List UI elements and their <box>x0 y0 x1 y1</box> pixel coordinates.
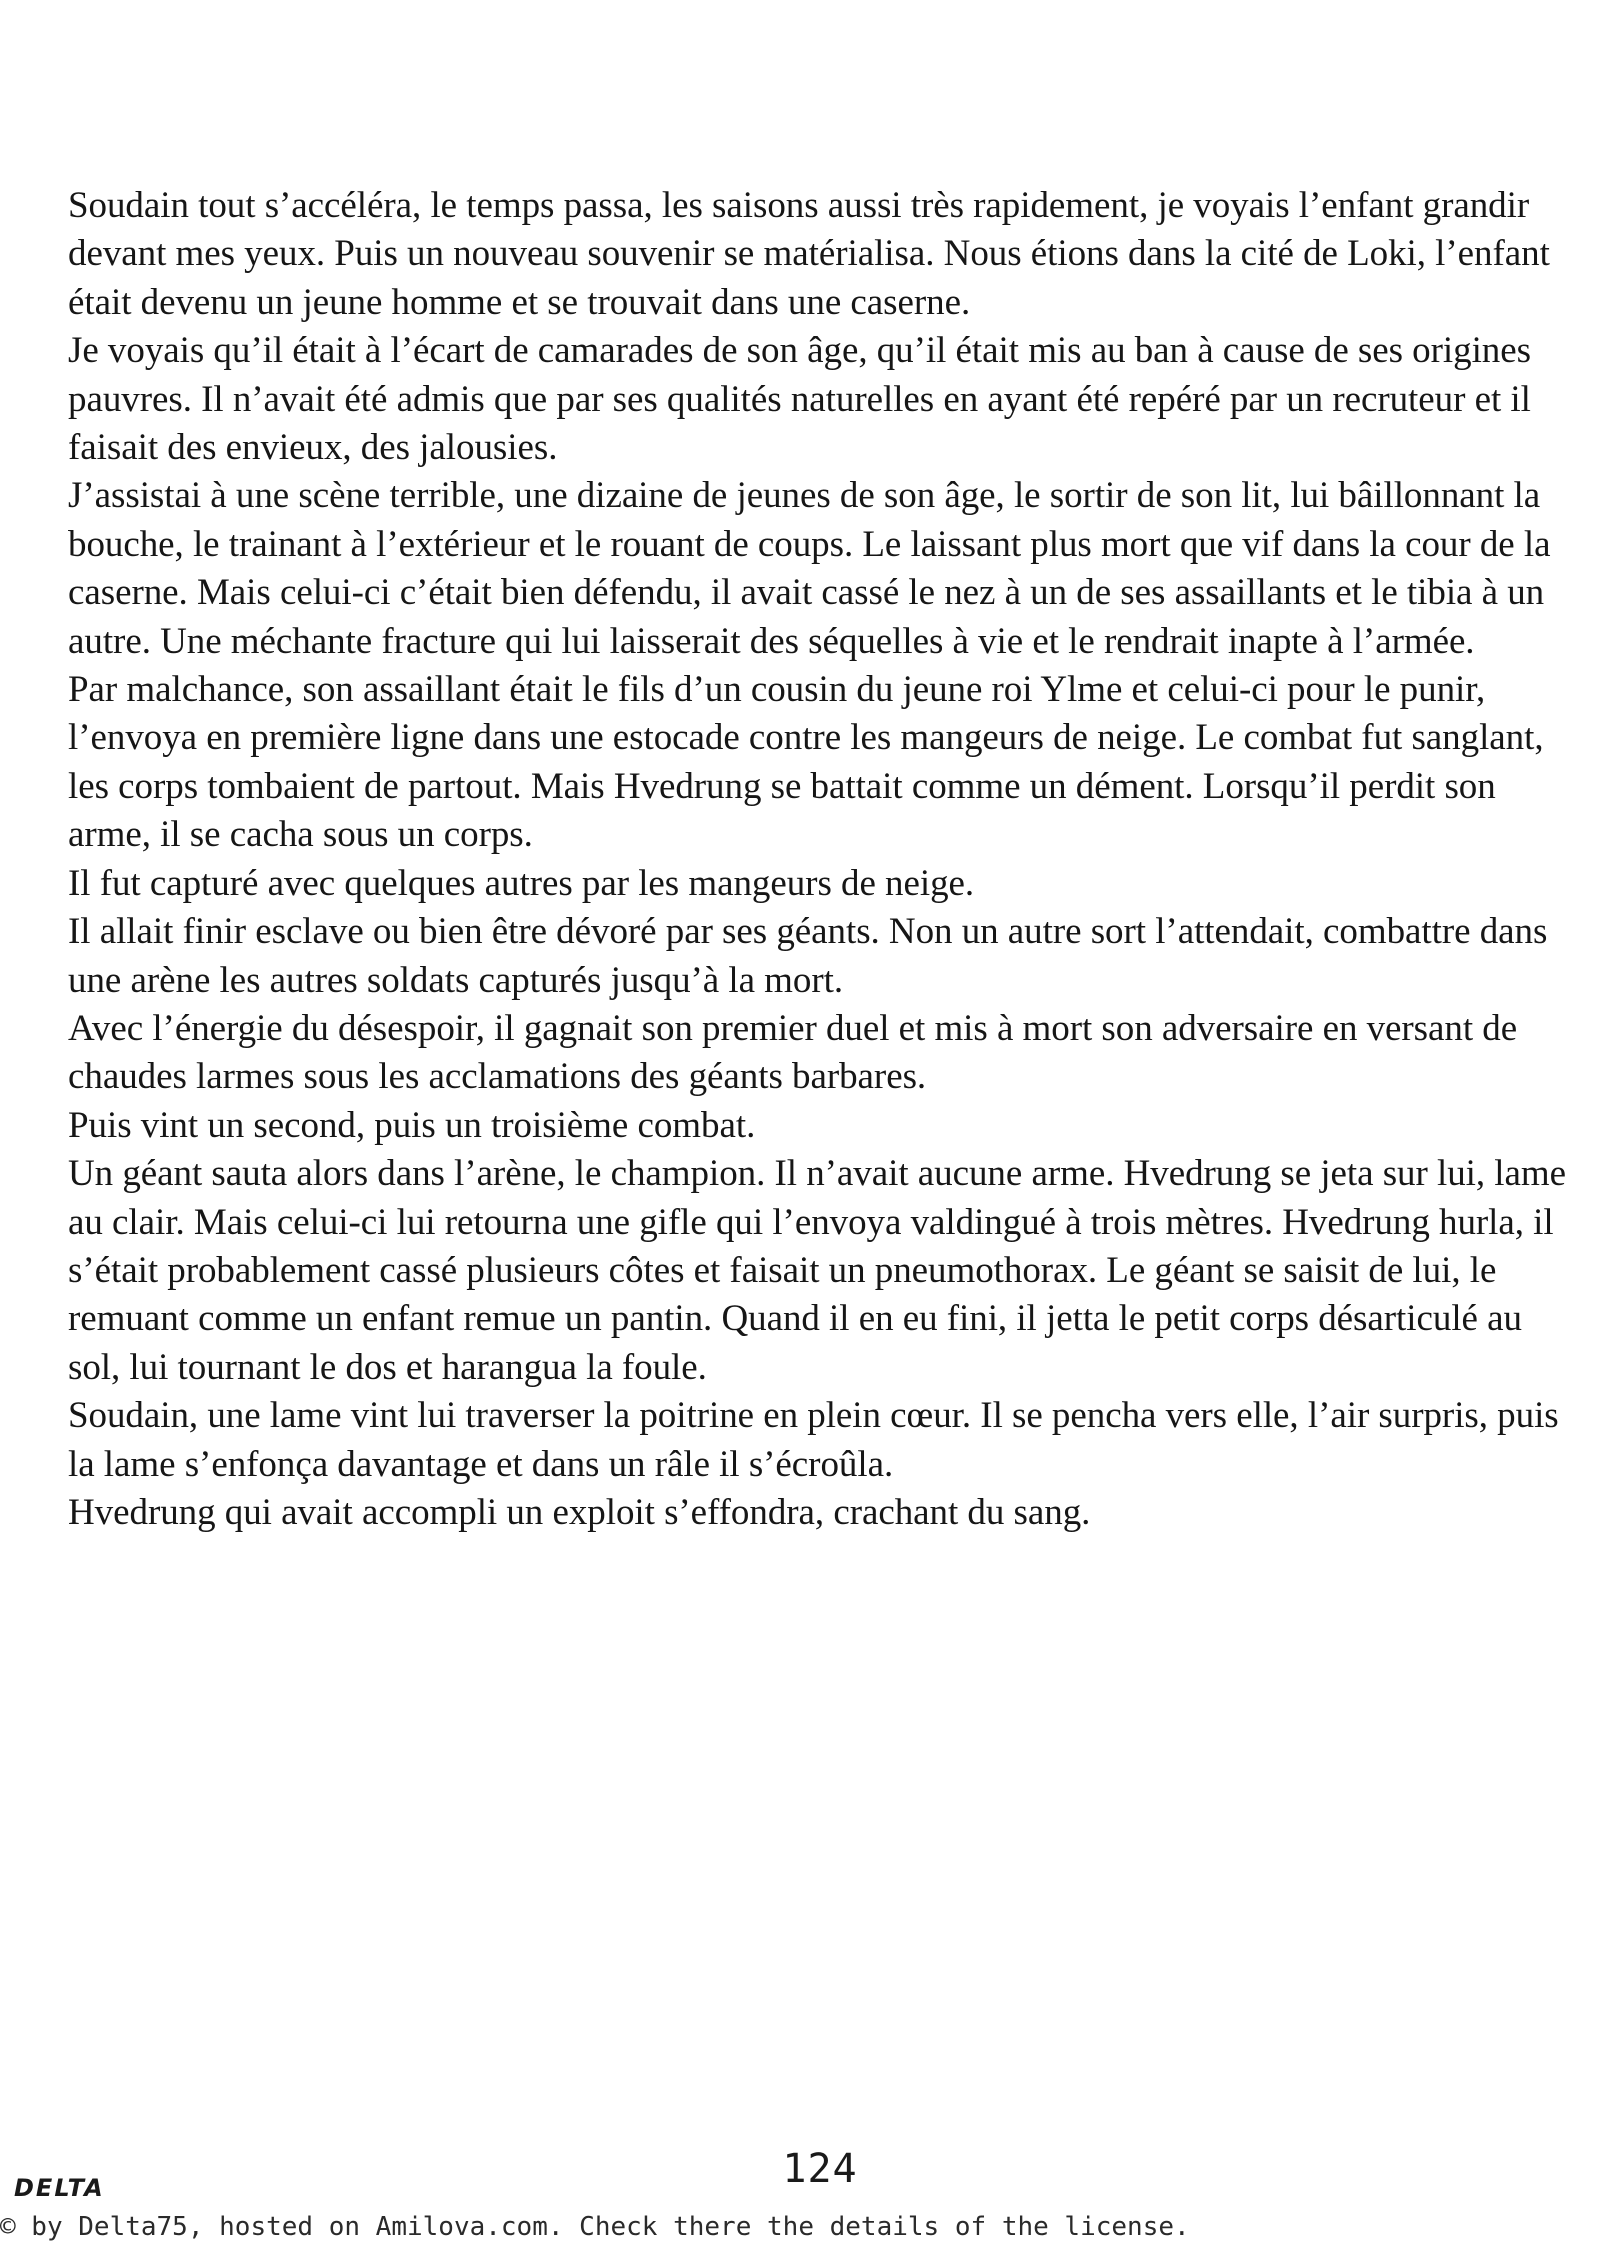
delta-logo-text: DELTA <box>14 2174 105 2202</box>
paragraph: Il fut capturé avec quelques autres par les mangeurs de neige. <box>68 862 975 904</box>
paragraph: Un géant sauta alors dans l’arène, le champion. Il n’avait aucune arme. Hvedrung se jeta sur lui, lame au clair. Mais celui-ci lui retourna une gifle qui l’envoya valdingué à trois mètres. Hvedrung hurla, il s’était probablement cassé plusieurs côtes et faisait un pneumothorax. Le géant se saisit de lui, le remuant comme un enfant remue un pantin. Quand il en eu fini, il jetta le petit corps désarticulé au sol, lui tournant le dos et harangua la foule. <box>68 1153 1566 1388</box>
paragraph: Soudain tout s’accéléra, le temps passa, les saisons aussi très rapidement, je voyais l’enfant grandir devant mes yeux. Puis un nouveau souvenir se matérialisa. Nous étions dans la cité de Loki, l’enfant était devenu un jeune homme et se trouvait dans une caserne. <box>68 185 1550 323</box>
paragraph: Puis vint un second, puis un troisième combat. <box>68 1104 756 1146</box>
paragraph: Je voyais qu’il était à l’écart de camarades de son âge, qu’il était mis au ban à cause de ses origines pauvres. Il n’avait été admis que par ses qualités naturelles en ayant été repéré par un recruteur et il faisait des envieux, des jalousies. <box>68 330 1531 469</box>
paragraph: Par malchance, son assaillant était le fils d’un cousin du jeune roi Ylme et celui-ci pour le punir, l’envoya en première ligne dans une estocade contre les mangeurs de neige. Le combat fut sanglant, les corps tombaient de partout. Mais Hvedrung se battait comme un dément. Lorsqu’il perdit son arme, il se cacha sous un corps. <box>68 669 1544 856</box>
delta-logo <box>10 2166 120 2206</box>
copyright-notice: © by Delta75, hosted on Amilova.com. Check there the details of the license. <box>0 2212 1190 2242</box>
document-body <box>68 182 1568 1537</box>
paragraph: Soudain, une lame vint lui traverser la poitrine en plein cœur. Il se pencha vers elle, l’air surpris, puis la lame s’enfonça davantage et dans un râle il s’écroûla. <box>68 1395 1559 1485</box>
page-number: 124 <box>782 2146 858 2192</box>
paragraph: Il allait finir esclave ou bien être dévoré par ses géants. Non un autre sort l’attendait, combattre dans une arène les autres soldats capturés jusqu’à la mort. <box>68 911 1548 1001</box>
paragraph: Hvedrung qui avait accompli un exploit s’effondra, crachant du sang. <box>68 1491 1091 1533</box>
paragraph: Avec l’énergie du désespoir, il gagnait son premier duel et mis à mort son adversaire en versant de chaudes larmes sous les acclamations des géants barbares. <box>68 1007 1518 1098</box>
paragraph: J’assistai à une scène terrible, une dizaine de jeunes de son âge, le sortir de son lit, lui bâillonnant la bouche, le trainant à l’extérieur et le rouant de coups. Le laissant plus mort que vif dans la cour de la caserne. Mais celui-ci c’était bien défendu, il avait cassé le nez à un de ses assaillants et le tibia à un autre. Une méchante fracture qui lui laisserait des séquelles à vie et le rendrait inapte à l’armée. <box>68 475 1551 662</box>
